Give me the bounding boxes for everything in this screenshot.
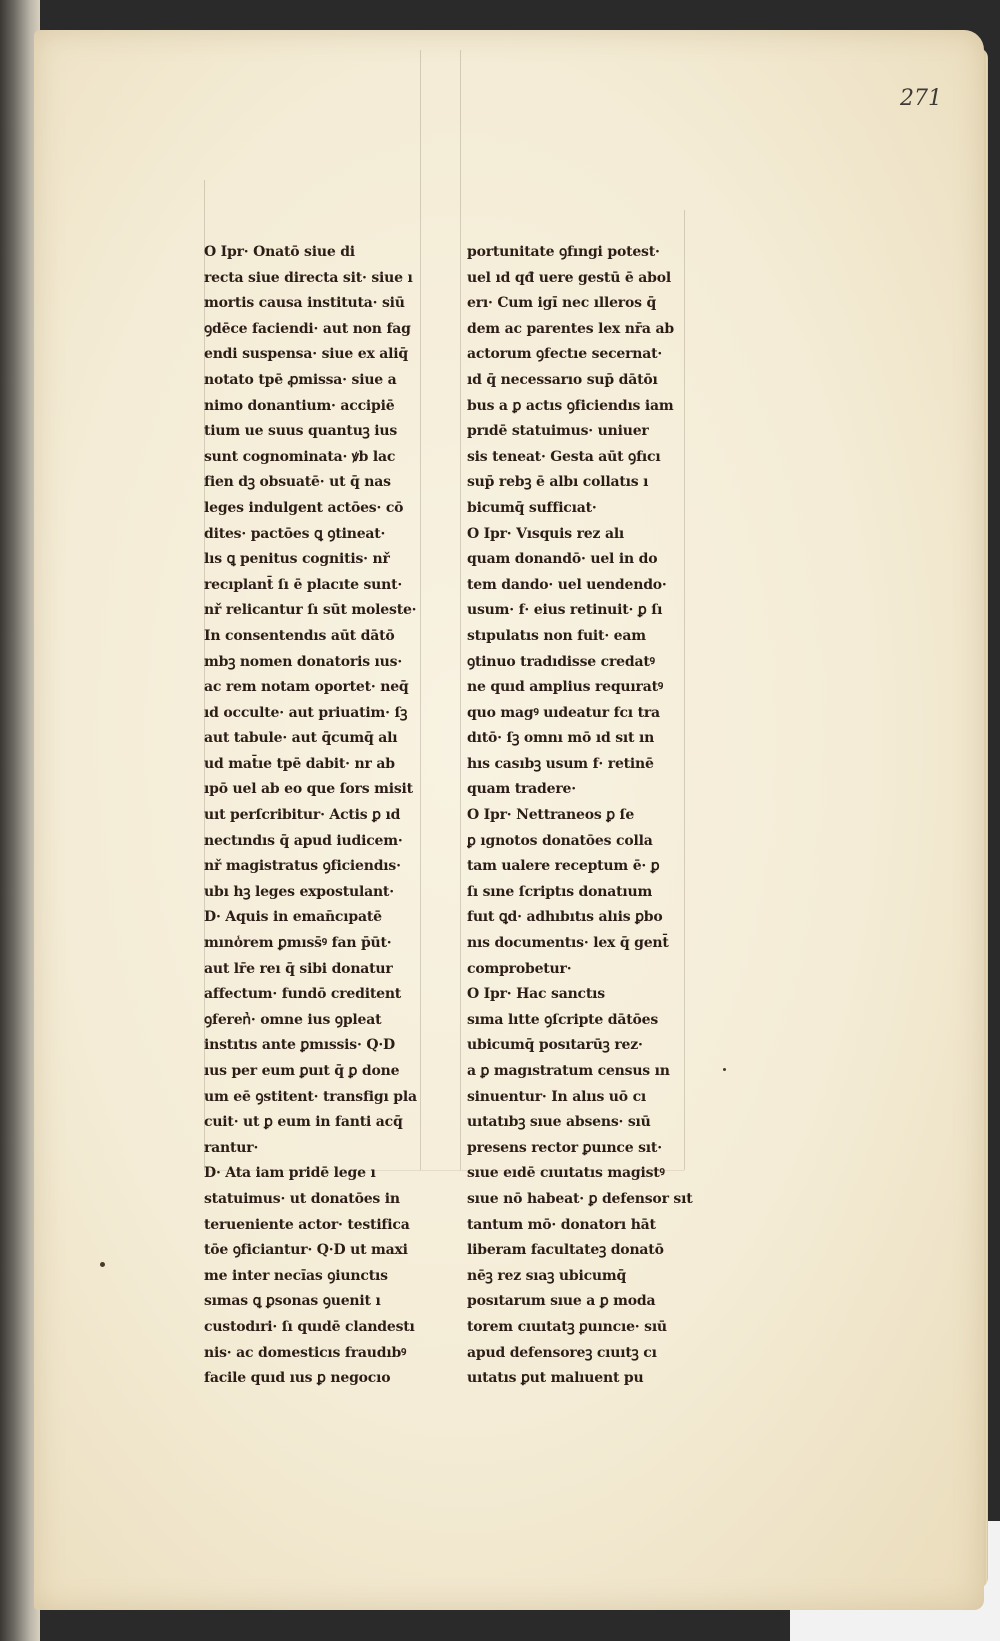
- ruling-line: [460, 50, 461, 1170]
- text-line: tium ue suus quantuꝫ ius: [204, 423, 398, 440]
- text-line: uıtatıbꝫ sıue absens· sıū: [467, 1114, 651, 1131]
- text-line: ſı sıne ſcriptıs donatıum: [467, 883, 653, 900]
- text-line: O Ipr· Hac sanctıs: [467, 986, 605, 1003]
- text-line: tem dando· uel uendendo·: [467, 576, 667, 593]
- text-line: torem cıuıtatꝫ ꝑuıncıe· sıū: [467, 1318, 667, 1335]
- text-line: ıus per eum ꝑuıt q̄ ꝑ done: [204, 1063, 400, 1079]
- text-line: nis· ac domesticıs fraudıbꝰ: [204, 1344, 407, 1361]
- text-line: ne quıd amplius requıratꝰ: [467, 679, 663, 696]
- text-line: O Ipr· Vısquis rez alı: [467, 525, 625, 542]
- text-line: aut tabule· aut q̄cumq̄ alı: [204, 730, 398, 747]
- text-line: usum· f· eius retinuit· ꝑ ſı: [467, 602, 663, 619]
- text-line: O Ipr· Onatō siue di: [204, 244, 355, 260]
- text-line: quam tradere·: [467, 781, 576, 798]
- text-line: mıno̾rem ꝑmıss̄ꝰ fan p̄ūt·: [204, 935, 392, 952]
- text-line: notato tpē ꝓmissa· siue a: [204, 371, 397, 388]
- text-line: ac rem notam oportet· neq̄: [204, 679, 409, 696]
- text-line: ıd occulte· aut priuatim· ſꝫ: [204, 704, 408, 721]
- text-line: ıpō uel ab eo que ſors misit: [204, 781, 413, 798]
- text-line: terueniente actor· testifica: [204, 1216, 410, 1233]
- text-line: fuıt ꝗd· adhıbıtıs alıis ꝑbo: [467, 909, 663, 926]
- text-line: rantur·: [204, 1139, 259, 1156]
- text-line: ꝯtinuo tradıdisse credatꝰ: [467, 653, 655, 670]
- text-line: cuit· ut ꝑ eum in fanti acq̄: [204, 1114, 403, 1131]
- text-line: sıue eıdē cıuıtatıs magistꝰ: [467, 1165, 665, 1182]
- text-line: dem ac parentes lex nr̄a ab: [467, 320, 674, 337]
- text-line: sup̄ rebꝫ ē albı collatıs ı: [467, 474, 649, 491]
- text-line: leges indulgent actōes· cō: [204, 499, 404, 516]
- text-line: fien dꝫ obsuatē· ut q̄ nas: [204, 474, 391, 491]
- text-line: quam donandō· uel in do: [467, 551, 658, 568]
- text-line: custodıri· ſı quıdē clandestı: [204, 1318, 415, 1335]
- text-line: ıd q̄ necessarıo sup̄ dātōı: [467, 371, 658, 388]
- text-line: nēꝫ rez sıaꝫ ubicumq̄: [467, 1267, 627, 1284]
- ink-spot: [100, 1262, 105, 1267]
- text-line: nıs documentıs· lex q̄ gent̄: [467, 935, 669, 952]
- folio-number: 271: [900, 86, 942, 111]
- text-line: posıtarum sıue a ꝑ moda: [467, 1293, 656, 1310]
- text-line: uıt perſcribitur· Actis ꝑ ıd: [204, 807, 401, 824]
- text-column-left: [204, 240, 436, 1392]
- text-line: O Ipr· Nettraneos ꝑ ſe: [467, 807, 635, 824]
- text-line: erı· Cum igı̄ nec ılleros q̄: [467, 295, 657, 312]
- text-line: ud mat̄ıe tpē dabit· nr ab: [204, 755, 395, 772]
- text-line: ꝯferenᷣ· omne ius ꝯpleat: [204, 1011, 382, 1028]
- text-line: endi suspensa· siue ex aliq̄: [204, 346, 408, 363]
- text-line: sıue nō habeat· ꝑ defensor sıt: [467, 1190, 693, 1207]
- text-line: D· Aquis in eman̄cıpatē: [204, 909, 382, 926]
- text-line: D· Ata iam pridē lege ı: [204, 1165, 376, 1182]
- text-line: aut lr̄e reı q̄ sibi donatur: [204, 960, 393, 977]
- text-line: ubicumq̄ posıtarūꝫ rez·: [467, 1037, 643, 1054]
- text-line: liberam facultateꝫ donatō: [467, 1242, 664, 1259]
- text-line: portunitate ꝯfıngi potest·: [467, 244, 660, 260]
- text-line: nř relicantur ſı sūt moleste·: [204, 602, 417, 619]
- text-line: sinuentur· In alııs uō cı: [467, 1088, 647, 1105]
- text-line: a ꝑ magıstratum census ın: [467, 1063, 670, 1079]
- text-line: uıtatıs ꝑut malıuent pu: [467, 1370, 644, 1387]
- text-line: actorum ꝯfectıe secernat·: [467, 346, 663, 363]
- text-line: sunt cognominata· ꝟb lac: [204, 448, 396, 465]
- text-line: sımas ꝗ ꝑsonas ꝯuenit ı: [204, 1293, 381, 1310]
- text-line: um eē ꝯstitent· transfigı pla: [204, 1088, 417, 1105]
- text-line: presens rector ꝑuınce sıt·: [467, 1139, 662, 1156]
- text-line: ꝯdēce faciendi· aut non fag: [204, 320, 411, 337]
- text-line: nectındıs q̄ apud iudicem·: [204, 832, 403, 849]
- text-line: recta siue directa sit· siue ı: [204, 269, 413, 286]
- text-line: mortis causa instituta· siū: [204, 295, 405, 312]
- text-line: comprobetur·: [467, 960, 572, 977]
- text-line: tantum mō· donatorı hāt: [467, 1216, 656, 1233]
- text-line: bus a ꝑ actıs ꝯficiendıs iam: [467, 397, 674, 414]
- text-line: bicumq̄ sufficıat·: [467, 499, 597, 516]
- text-line: tam ualere receptum ē· ꝑ: [467, 858, 660, 875]
- text-column-right: [467, 240, 699, 1392]
- text-line: dıtō· ſꝫ omnı mō ıd sıt ın: [467, 730, 655, 747]
- ink-spot: [723, 1068, 726, 1071]
- text-line: ubı hꝫ leges expostulant·: [204, 883, 394, 900]
- text-line: In consentendıs aūt dātō: [204, 627, 395, 644]
- text-line: dites· pactōes ꝗ ꝯtineat·: [204, 525, 386, 542]
- text-line: hıs casıbꝫ usum f· retinē: [467, 755, 654, 772]
- text-line: quo magꝰ uıdeatur fcı tra: [467, 704, 660, 721]
- text-line: facile quıd ıus ꝑ negocıo: [204, 1370, 391, 1387]
- text-line: affectum· fundō creditent: [204, 986, 402, 1003]
- text-line: recıplant̄ ſı ē placıte sunt·: [204, 576, 403, 593]
- text-line: nimo donantium· accipiē: [204, 397, 395, 414]
- text-line: ꝑ ıgnotos donatōes colla: [467, 832, 653, 849]
- text-line: lıs ꝗ penitus cognitis· nř: [204, 551, 390, 568]
- text-line: statuimus· ut donatōes in: [204, 1190, 400, 1207]
- text-line: sıma lıtte ꝯſcripte dātōes: [467, 1011, 659, 1028]
- text-line: stıpulatıs non fuit· eam: [467, 627, 646, 644]
- text-line: nř magistratus ꝯficiendıs·: [204, 858, 401, 875]
- text-line: uel ıd qđ uere gestū ē abol: [467, 269, 671, 286]
- text-line: me inter necı̄as ꝯiunctıs: [204, 1267, 388, 1284]
- text-line: instıtıs ante ꝑmıssis· Q·D: [204, 1037, 395, 1054]
- text-line: tōe ꝯficiantur· Q·D ut maxi: [204, 1242, 408, 1259]
- text-line: prıdē statuimus· uniuer: [467, 423, 649, 440]
- text-line: apud defensoreꝫ cıuıtꝫ cı: [467, 1344, 657, 1361]
- text-line: mbꝫ nomen donatoris ıus·: [204, 653, 403, 670]
- text-line: sis teneat· Gesta aūt ꝯfıcı: [467, 448, 661, 465]
